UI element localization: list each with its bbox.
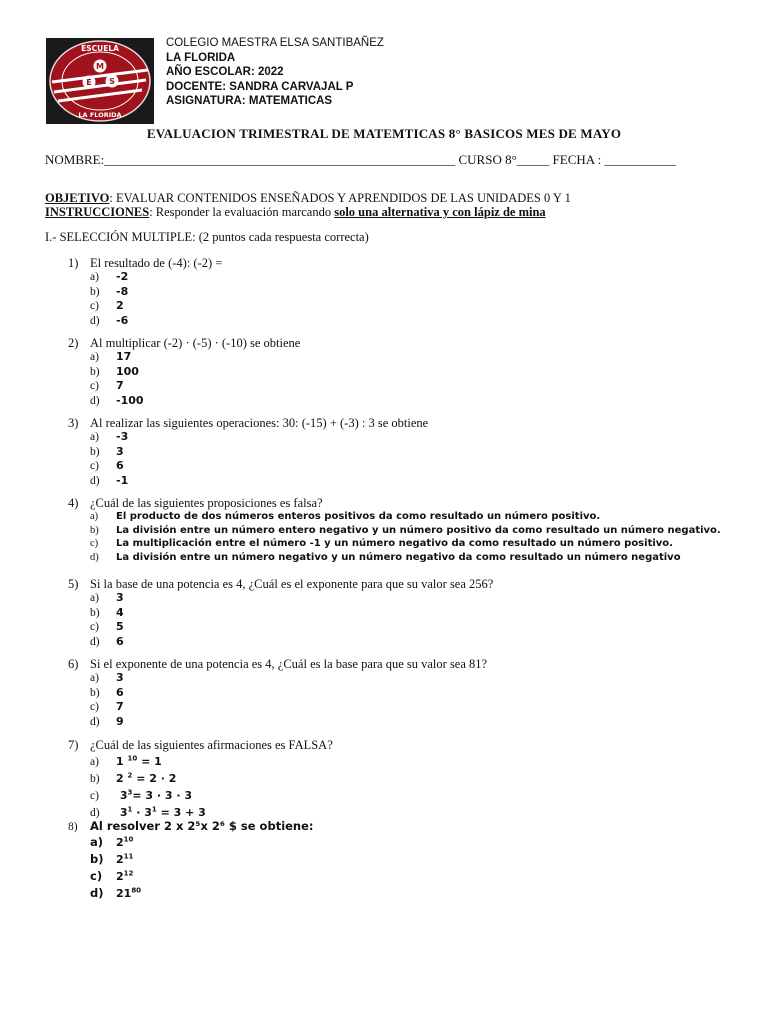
exam-title: EVALUACION TRIMESTRAL DE MATEMTICAS 8° BASICOS MES DE MAYO <box>146 126 622 141</box>
subject: ASIGNATURA: MATEMATICAS <box>166 95 333 107</box>
school-logo <box>46 38 154 124</box>
objective-block <box>45 191 745 219</box>
logo-bottom-text: LA FLORIDA <box>78 111 122 119</box>
options-3: a) -3 b) 3 c) 6 d) -1 <box>90 430 129 487</box>
school-header <box>166 36 384 109</box>
question-1: 1) El resultado de (-4): (-2) = <box>68 256 223 270</box>
question-7: 7) ¿Cuál de las siguientes afirmaciones es FALSA? <box>68 738 333 752</box>
logo-letter-s: S <box>109 77 115 86</box>
instructions-label: INSTRUCCIONES <box>45 205 150 219</box>
options-6: a) 3 b) 6 c) 7 d) 9 <box>90 671 124 728</box>
logo-top-text: ESCUELA <box>81 44 119 53</box>
options-7: a) 1 $^{10}$ = 1 b) 2 $^2$ = 2 · 2 c) $3^3= 3 \cdot 3 \cdot 3$ d) $3^1 \cdot 3^1 = 3 + 3$ <box>90 754 206 820</box>
question-4: 4) ¿Cuál de las siguientes proposiciones es falsa? <box>68 496 323 510</box>
options-4: a) El producto de dos números enteros positivos da como resultado un número positivo. b) La división entre un número entero negativo y un número positivo da como resultado un número negativo. c) La multiplicación entre el número -1 y un número negativo da como resultado un número positivo. d) La división entre un número negativo y un número negativo da como resultado un número negativo <box>90 511 721 563</box>
question-6: 6) Si el exponente de una potencia es 4, ¿Cuál es la base para que su valor sea 81? <box>68 657 488 671</box>
options-2: a) 17 b) 100 c) 7 d) -100 <box>90 350 144 407</box>
options-1: a) -2 b) -8 c) 2 d) -6 <box>90 270 129 327</box>
objective-label: OBJETIVO <box>45 191 110 205</box>
objective-text: : EVALUAR CONTENIDOS ENSEÑADOS Y APRENDIDOS DE LAS UNIDADES 0 Y 1 <box>109 191 571 205</box>
instructions-emphasis: solo una alternativa y con lápiz de mina <box>334 205 546 219</box>
logo-letter-e: E <box>86 78 92 87</box>
logo-letter-m: M <box>96 62 104 71</box>
question-5: 5) Si la base de una potencia es 4, ¿Cuál es el exponente para que su valor sea 256? <box>68 577 494 591</box>
student-info-line: NOMBRE:______________________________________________________ CURSO 8°_____ FECHA : ___________ <box>45 152 677 167</box>
school-year: AÑO ESCOLAR: 2022 <box>166 66 284 78</box>
question-8: 8) Al resolver 2 x 2⁵x 2⁶ $ se obtiene: <box>68 819 314 833</box>
instructions-text: : Responder la evaluación marcando <box>149 205 335 219</box>
question-2: 2) Al multiplicar (-2) · (-5) · (-10) se obtiene <box>68 336 301 350</box>
options-8: a) $2^{10}$ b) $2^{11}$ c) $2^{12}$ d) $21^{80}$ <box>90 834 142 901</box>
teacher: DOCENTE: SANDRA CARVAJAL P <box>166 80 354 93</box>
school-name: COLEGIO MAESTRA ELSA SANTIBAÑEZ <box>166 37 384 49</box>
options-5: a) 3 b) 4 c) 5 d) 6 <box>90 591 124 648</box>
commune: LA FLORIDA <box>166 51 236 64</box>
question-3: 3) Al realizar las siguientes operaciones: 30: (-15) + (-3) : 3 se obtiene <box>68 416 429 430</box>
section-heading: I.- SELECCIÓN MULTIPLE: (2 puntos cada respuesta correcta) <box>45 230 369 244</box>
